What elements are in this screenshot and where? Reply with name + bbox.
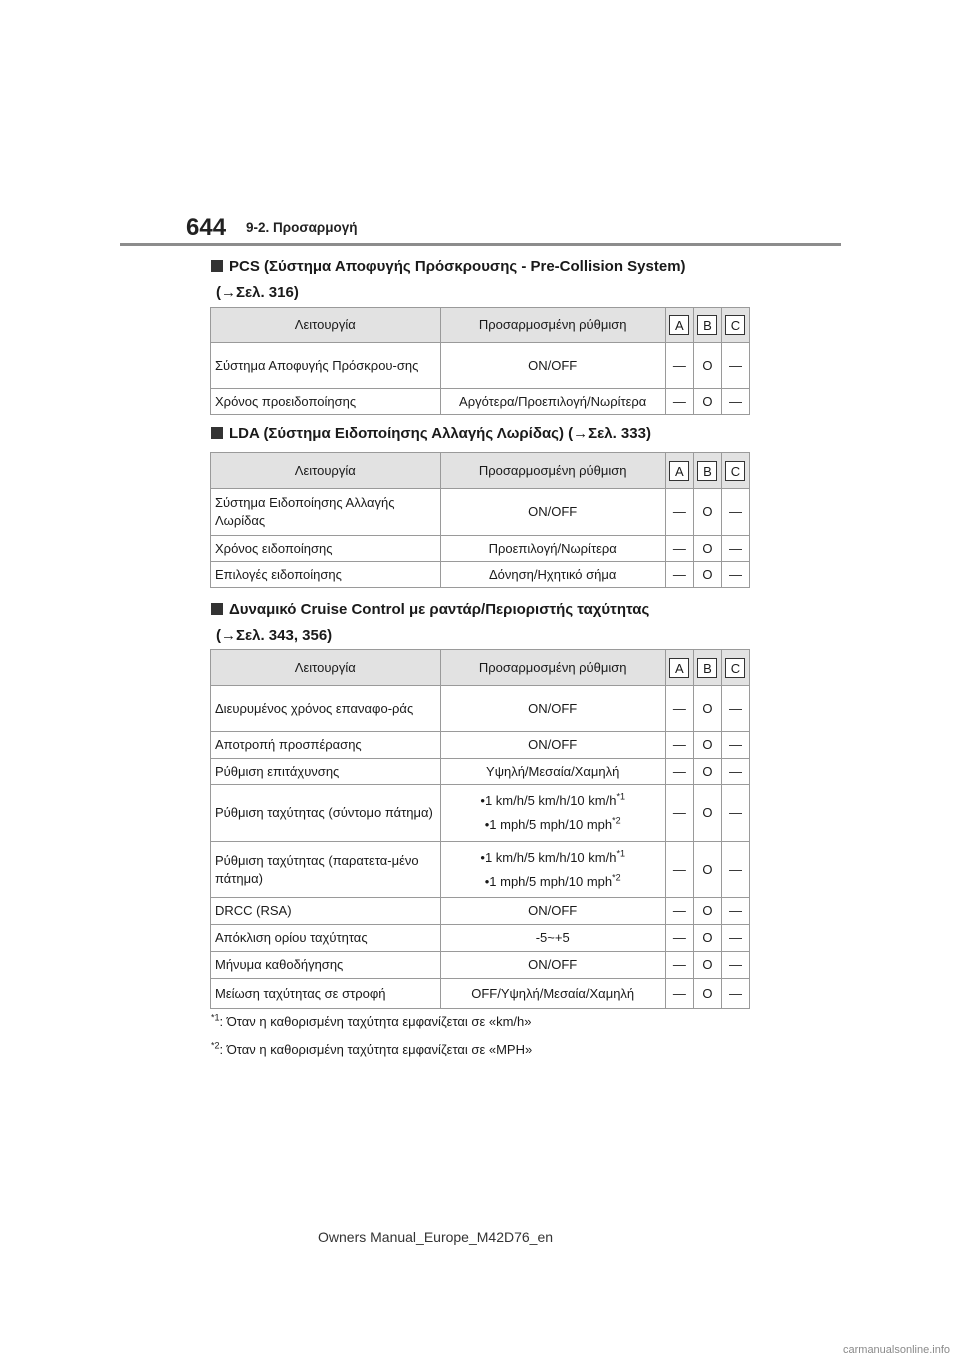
row-col-c: —: [721, 925, 749, 952]
table-row: [211, 759, 750, 785]
table-row: [211, 952, 750, 979]
footnote-text: : Όταν η καθορισμένη ταχύτητα εμφανίζεται σε «MPH»: [219, 1042, 533, 1057]
row-function: Χρόνος ειδοποίησης: [211, 536, 441, 562]
column-header-function: Λειτουργία: [211, 453, 441, 489]
watermark: carmanualsonline.info: [843, 1344, 951, 1356]
row-col-c: —: [721, 842, 749, 898]
row-setting: [440, 842, 665, 898]
row-col-c: —: [721, 536, 749, 562]
heading-lda: [211, 421, 771, 447]
row-setting: ON/OFF: [440, 952, 665, 979]
row-col-b: O: [693, 842, 721, 898]
row-setting: Προεπιλογή/Νωρίτερα: [440, 536, 665, 562]
row-col-a: —: [665, 562, 693, 588]
column-header-function: Λειτουργία: [211, 308, 441, 343]
column-header-b: B: [693, 308, 721, 343]
column-header-a: A: [665, 650, 693, 686]
heading-pcs-line1: PCS (Σύστημα Αποφυγής Πρόσκρουσης - Pre-Collision System): [229, 258, 686, 275]
footnote-ref-1: *1: [616, 848, 625, 859]
column-header-b: B: [693, 453, 721, 489]
heading-lda-line1: LDA (Σύστημα Ειδοποίησης Αλλαγής Λωρίδας) (→Σελ. 333): [229, 425, 651, 442]
section-title: 9-2. Προσαρμογή: [246, 220, 358, 235]
table-row: [211, 489, 750, 536]
row-function: Ρύθμιση επιτάχυνσης: [211, 759, 441, 785]
column-header-c: C: [721, 308, 749, 343]
row-function: Επιλογές ειδοποίησης: [211, 562, 441, 588]
row-col-b: O: [693, 686, 721, 732]
manual-footer: Owners Manual_Europe_M42D76_en: [318, 1229, 554, 1245]
row-function: Απόκλιση ορίου ταχύτητας: [211, 925, 441, 952]
header-divider: [120, 243, 841, 246]
row-col-b: O: [693, 785, 721, 842]
table-pcs: [210, 307, 750, 415]
row-col-c: —: [721, 759, 749, 785]
table-row: [211, 925, 750, 952]
row-setting: [440, 785, 665, 842]
row-function: Σύστημα Ειδοποίησης Αλλαγής Λωρίδας: [211, 489, 441, 536]
table-row: [211, 389, 750, 415]
row-function: Σύστημα Αποφυγής Πρόσκρου-σης: [211, 343, 441, 389]
row-col-a: —: [665, 343, 693, 389]
table-header-row: [211, 453, 750, 489]
row-col-a: —: [665, 732, 693, 759]
row-col-b: O: [693, 952, 721, 979]
heading-drcc: [211, 597, 771, 649]
row-col-c: —: [721, 898, 749, 925]
setting-option-mph: •1 mph/5 mph/10 mph: [484, 873, 613, 889]
row-col-b: O: [693, 389, 721, 415]
row-col-c: —: [721, 952, 749, 979]
column-header-c: C: [721, 650, 749, 686]
column-header-c: C: [721, 453, 749, 489]
heading-drcc-line1: Δυναμικό Cruise Control με ραντάρ/Περιοριστής ταχύτητας: [229, 601, 650, 618]
setting-option-kmh: •1 km/h/5 km/h/10 km/h: [480, 793, 617, 808]
row-col-c: —: [721, 732, 749, 759]
row-function: Ρύθμιση ταχύτητας (παρατετα-μένο πάτημα): [211, 842, 441, 898]
row-col-b: O: [693, 562, 721, 588]
row-col-a: —: [665, 785, 693, 842]
row-col-a: —: [665, 686, 693, 732]
row-col-c: —: [721, 686, 749, 732]
table-row: [211, 562, 750, 588]
row-setting: ON/OFF: [440, 898, 665, 925]
row-col-b: O: [693, 732, 721, 759]
table-row: [211, 343, 750, 389]
footnote-ref-1: *1: [616, 791, 625, 802]
row-col-a: —: [665, 389, 693, 415]
table-header-row: [211, 308, 750, 343]
table-row: [211, 842, 750, 898]
square-bullet-icon: [211, 603, 223, 615]
row-col-a: —: [665, 925, 693, 952]
row-col-b: O: [693, 343, 721, 389]
row-setting: ON/OFF: [440, 343, 665, 389]
footnote-ref-2: *2: [612, 872, 621, 883]
row-setting: Υψηλή/Μεσαία/Χαμηλή: [440, 759, 665, 785]
row-col-b: O: [693, 759, 721, 785]
setting-option-mph: •1 mph/5 mph/10 mph: [484, 817, 613, 832]
table-drcc: [210, 649, 750, 1009]
footnote-mark: *2: [211, 1040, 220, 1051]
row-setting: ON/OFF: [440, 686, 665, 732]
row-function: Μείωση ταχύτητας σε στροφή: [211, 979, 441, 1009]
row-col-b: O: [693, 979, 721, 1009]
setting-option-kmh: •1 km/h/5 km/h/10 km/h: [480, 849, 617, 865]
row-setting: -5~+5: [440, 925, 665, 952]
table-row: [211, 785, 750, 842]
row-col-a: —: [665, 979, 693, 1009]
row-setting: ON/OFF: [440, 489, 665, 536]
row-col-a: —: [665, 536, 693, 562]
row-setting: ON/OFF: [440, 732, 665, 759]
column-header-b: B: [693, 650, 721, 686]
column-header-setting: Προσαρμοσμένη ρύθμιση: [440, 650, 665, 686]
row-col-a: —: [665, 842, 693, 898]
column-header-setting: Προσαρμοσμένη ρύθμιση: [440, 453, 665, 489]
row-col-c: —: [721, 489, 749, 536]
page-number: 644: [186, 214, 227, 241]
table-row: [211, 536, 750, 562]
row-col-a: —: [665, 489, 693, 536]
table-header-row: [211, 650, 750, 686]
footnote-2: [211, 1042, 532, 1057]
row-col-c: —: [721, 979, 749, 1009]
row-setting: OFF/Υψηλή/Μεσαία/Χαμηλή: [440, 979, 665, 1009]
row-function: Χρόνος προειδοποίησης: [211, 389, 441, 415]
table-lda: [210, 452, 750, 588]
row-function: Αποτροπή προσπέρασης: [211, 732, 441, 759]
row-col-b: O: [693, 925, 721, 952]
row-col-c: —: [721, 785, 749, 842]
row-col-b: O: [693, 489, 721, 536]
table-row: [211, 979, 750, 1009]
footnote-1: [211, 1014, 532, 1029]
row-col-a: —: [665, 952, 693, 979]
column-header-function: Λειτουργία: [211, 650, 441, 686]
heading-drcc-line2: (→Σελ. 343, 356): [216, 627, 333, 644]
row-col-c: —: [721, 562, 749, 588]
footnote-ref-2: *2: [612, 815, 621, 826]
column-header-a: A: [665, 453, 693, 489]
square-bullet-icon: [211, 260, 223, 272]
table-row: [211, 732, 750, 759]
table-row: [211, 686, 750, 732]
footnote-text: : Όταν η καθορισμένη ταχύτητα εμφανίζεται σε «km/h»: [219, 1014, 532, 1029]
row-col-a: —: [665, 898, 693, 925]
square-bullet-icon: [211, 427, 223, 439]
row-col-a: —: [665, 759, 693, 785]
row-setting: Αργότερα/Προεπιλογή/Νωρίτερα: [440, 389, 665, 415]
column-header-a: A: [665, 308, 693, 343]
row-col-c: —: [721, 389, 749, 415]
row-function: Ρύθμιση ταχύτητας (σύντομο πάτημα): [211, 785, 441, 842]
row-function: Διευρυμένος χρόνος επαναφο-ράς: [211, 686, 441, 732]
row-function: Μήνυμα καθοδήγησης: [211, 952, 441, 979]
row-function: DRCC (RSA): [211, 898, 441, 925]
row-col-b: O: [693, 898, 721, 925]
heading-pcs-line2: (→Σελ. 316): [216, 284, 299, 301]
heading-pcs: [211, 254, 771, 306]
row-col-b: O: [693, 536, 721, 562]
row-col-c: —: [721, 343, 749, 389]
footnote-mark: *1: [211, 1012, 220, 1023]
column-header-setting: Προσαρμοσμένη ρύθμιση: [440, 308, 665, 343]
table-row: [211, 898, 750, 925]
row-setting: Δόνηση/Ηχητικό σήμα: [440, 562, 665, 588]
